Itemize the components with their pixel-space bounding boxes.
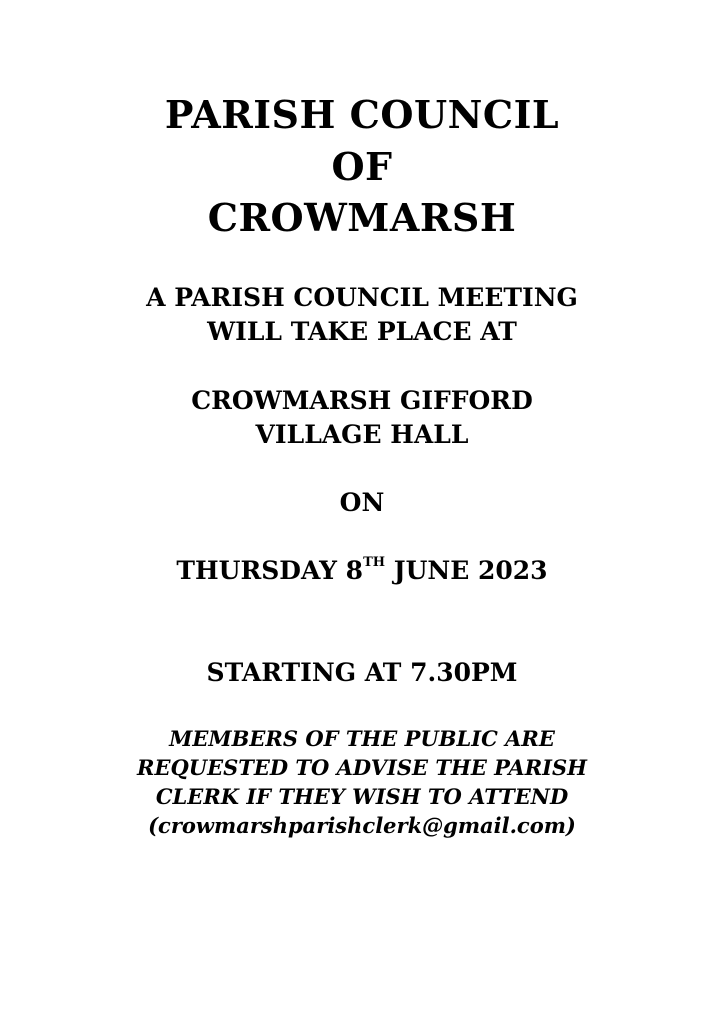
date-day: THURSDAY 8 [176,556,364,585]
title-line-1: PARISH COUNCIL [164,92,560,137]
notice-line-3: CLERK IF THEY WISH TO ATTEND [155,784,569,809]
date-ordinal-suffix: TH [363,555,386,570]
date-month-year: JUNE 2023 [385,556,548,585]
start-time: STARTING AT 7.30PM [206,658,518,687]
meeting-line-1: A PARISH COUNCIL MEETING [146,283,578,312]
notice-line-2: REQUESTED TO ADVISE THE PARISH [137,755,587,780]
venue-line-1: CROWMARSH GIFFORD [191,386,533,415]
meeting-date [0,555,724,585]
meeting-line-2: WILL TAKE PLACE AT [207,317,517,346]
clerk-email: (crowmarshparishclerk@gmail.com) [148,813,576,838]
on-label: ON [339,488,385,517]
title-line-2: OF [331,144,393,189]
notice-line-1: MEMBERS OF THE PUBLIC ARE [169,726,555,751]
venue-line-2: VILLAGE HALL [255,420,469,449]
title-line-3: CROWMARSH [207,195,517,240]
